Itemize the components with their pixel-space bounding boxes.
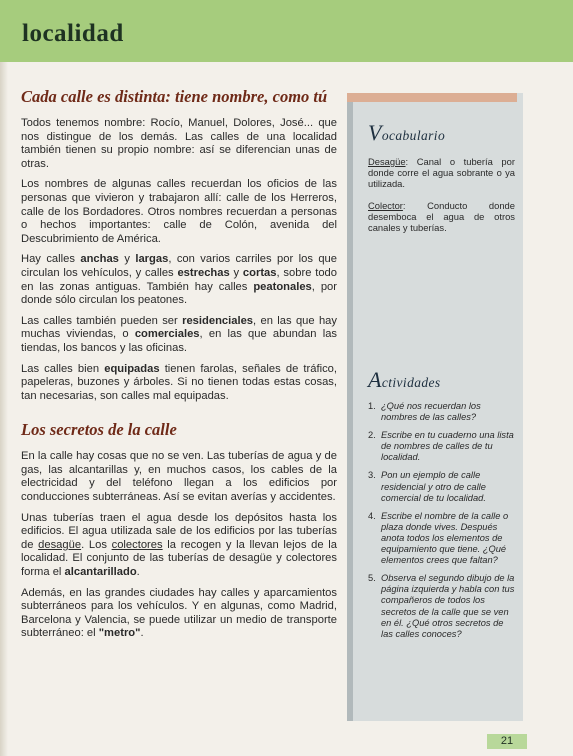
paragraph-text: tienen farolas, señales de tráfico, papeleras, buzones y árboles. Si no tienen todas estas cosas, tan necesarias, son calles mal equipadas. <box>21 362 337 402</box>
bold-term: alcantarillado <box>64 566 137 579</box>
activity-number: 3. <box>368 470 376 481</box>
activity-number: 5. <box>368 573 376 584</box>
paragraph-text: Las calles bien <box>21 362 105 375</box>
paragraph-text: y <box>229 266 243 279</box>
paragraph-text: , con varios carriles por los que circulan los vehículos, y calles <box>21 253 338 279</box>
activity-item <box>368 430 515 463</box>
paragraph-text: Las calles también pueden ser <box>21 314 183 327</box>
activity-text: Pon un ejemplo de calle residencial y otro de calle comercial de tu localidad. <box>381 470 486 503</box>
paragraph-text: En la calle hay cosas que no se ven. Las tuberías de agua y de gas, las alcantarillas y, en muchos casos, los cables de la electricidad y del teléfono llegan a los edificios por conducciones subterráneas. Así se evitan averías y accidentes. <box>21 450 337 504</box>
paragraph <box>21 253 337 307</box>
paragraph-text: , en las que abundan las tiendas, los bancos y las oficinas. <box>21 328 338 354</box>
paragraph <box>21 363 337 404</box>
paragraph <box>21 315 337 356</box>
vocabulary-title-rest: ocabulario <box>381 128 446 143</box>
vocabulary-title-initial: V <box>368 120 382 145</box>
activities-title-rest: ctividades <box>381 375 441 390</box>
activity-item <box>368 401 515 423</box>
paragraph-text: , en las que hay muchas viviendas, o <box>21 314 337 341</box>
vocabulary-title <box>368 120 515 146</box>
activities-box <box>368 367 515 647</box>
chapter-title: localidad <box>22 20 124 47</box>
paragraph-text: Hay calles <box>21 253 81 266</box>
paragraph-text: Unas tuberías traen el agua desde los depósitos hasta los edificios. El agua utilizada sale de los edificios por las tuberías de <box>21 511 337 551</box>
bold-term: equipadas <box>104 362 160 375</box>
activity-item <box>368 573 515 640</box>
main-content <box>21 88 337 648</box>
paragraph <box>21 587 337 641</box>
paragraph-text: Todos tenemos nombre: Rocío, Manuel, Dolores, José... que nos distingue de los demás. Las calles de una localidad también tienen su propio nombre: así se diferencian unas de otras. <box>21 117 337 170</box>
bold-term: largas <box>135 253 169 266</box>
bold-term: comerciales <box>134 328 200 341</box>
paragraph <box>21 178 337 246</box>
vocabulary-term: Colector <box>368 199 403 211</box>
vocabulary-definition: : Canal o tubería por donde corre el agua sobrante o ya utilizada. <box>368 156 515 190</box>
activity-text: Escribe en tu cuaderno una lista de nombres de calles de tu localidad. <box>381 430 514 463</box>
section-body-secretos <box>21 450 337 641</box>
paragraph-text: . <box>136 566 140 579</box>
bold-term: anchas <box>80 253 119 266</box>
page-number: 21 <box>500 735 514 747</box>
activities-title-initial: A <box>368 367 382 392</box>
paragraph-text: , sobre todo en las zonas antiguas. También hay calles <box>21 266 337 293</box>
paragraph-text: . <box>140 627 144 640</box>
bold-term: "metro" <box>98 627 141 640</box>
activity-item <box>368 470 515 503</box>
vocabulary-term: Desagüe <box>368 156 406 167</box>
section-title-secretos: Los secretos de la calle <box>21 420 177 440</box>
paragraph <box>21 117 337 171</box>
activity-number: 1. <box>368 401 376 411</box>
activity-text: ¿Qué nos recuerdan los nombres de las calles? <box>381 401 481 423</box>
vocabulary-list <box>368 156 515 233</box>
section-body-calles <box>21 117 337 403</box>
underlined-term: colectores <box>111 538 163 551</box>
activity-number: 4. <box>368 510 376 521</box>
paragraph-text: Además, en las grandes ciudades hay calles y aparcamientos subterráneos para los vehículos. Y en algunas, como Madrid, Barcelona y Valencia, se puede utilizar un medio de transporte subterráneo: el <box>21 586 337 640</box>
activity-text: Escribe el nombre de la calle o plaza donde vives. Después anota todos los elementos de equipamiento que tiene. ¿Qué elementos crees que faltan? <box>381 510 509 566</box>
vocabulary-entry <box>368 156 515 190</box>
bold-term: residenciales <box>182 314 254 327</box>
vocabulary-definition: : Conducto donde desemboca el agua de otros canales y tuberías. <box>368 199 515 234</box>
bold-term: cortas <box>242 266 277 279</box>
activities-list <box>368 401 515 640</box>
page-spine-shadow <box>0 62 8 756</box>
paragraph-text: Los nombres de algunas calles recuerdan los oficios de las personas que vivieron y trabajaron allí: calle de los Herreros, calle de los Bordadores. Otros nombres recuerdan a personas o hechos importantes: calle de Colón, avenida del Descubrimiento de América. <box>21 178 337 245</box>
paragraph-text: . Los <box>81 538 112 551</box>
bold-term: peatonales <box>253 280 312 293</box>
vocabulary-box <box>368 120 515 240</box>
activity-number: 2. <box>368 430 376 441</box>
paragraph <box>21 450 337 504</box>
bold-term: estrechas <box>177 266 230 279</box>
activity-text: Observa el segundo dibujo de la página izquierda y habla con tus compañeros de todos los secretos de la calle que se ven en él. ¿Qué otros secretos de las calles conoces? <box>381 573 515 639</box>
underlined-term: desagüe <box>38 538 82 551</box>
vocabulary-entry <box>368 200 515 234</box>
paragraph-text: , por donde sólo circulan los peatones. <box>21 280 337 307</box>
sidebar-tab <box>347 93 517 102</box>
paragraph-text: y <box>118 253 136 266</box>
paragraph <box>21 512 337 580</box>
activities-title <box>368 367 515 393</box>
activity-item <box>368 511 515 566</box>
section-title-calles: Cada calle es distinta: tiene nombre, como tú <box>21 87 328 106</box>
paragraph-text: la recogen y la llevan lejos de la localidad. El conjunto de las tuberías de desagüe y colectores forma el <box>21 538 337 579</box>
